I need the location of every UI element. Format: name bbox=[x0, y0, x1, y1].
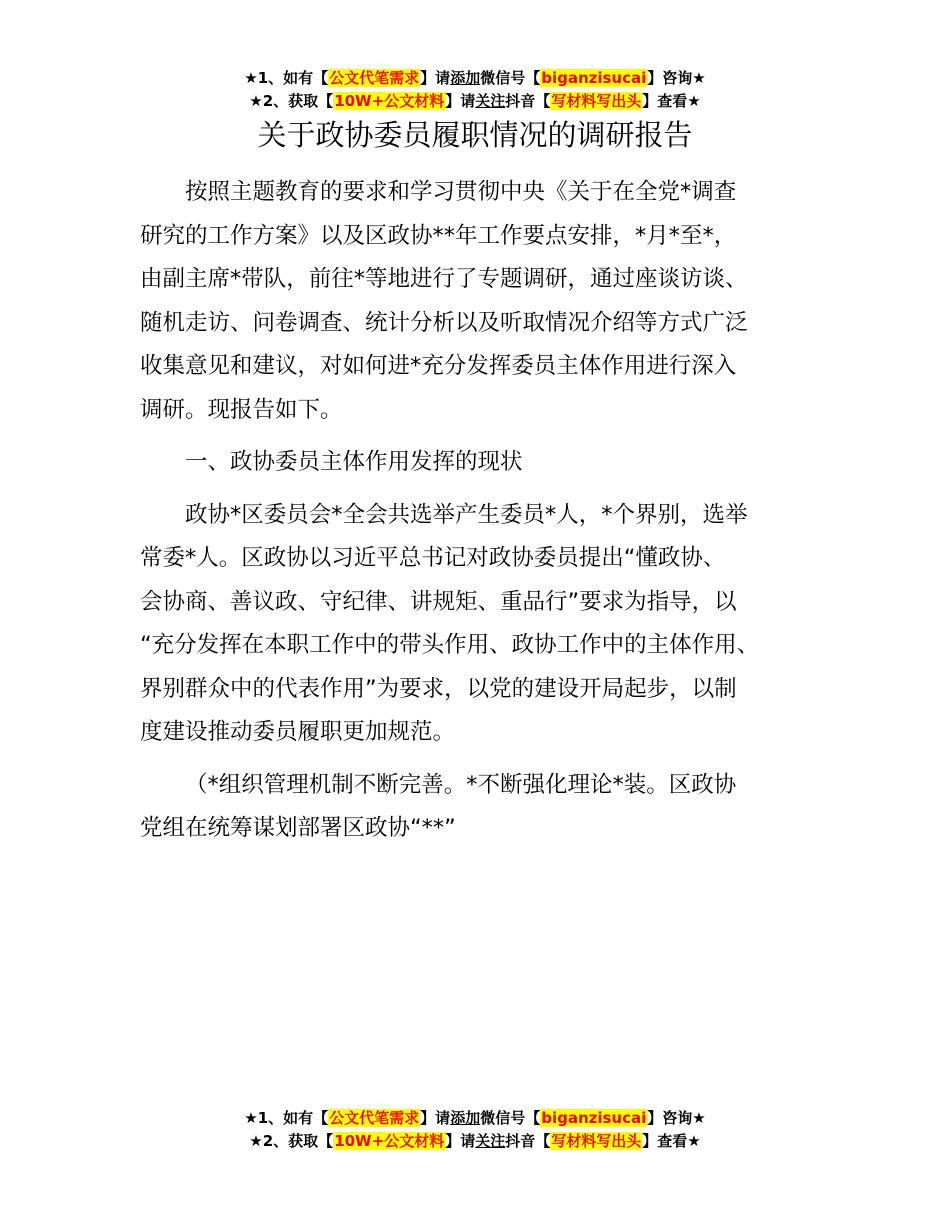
banner-highlight: biganzisucai bbox=[541, 1109, 647, 1127]
banner-line-1 bbox=[0, 1107, 950, 1130]
banner-line-1 bbox=[0, 67, 950, 90]
text-line: “充分发挥在本职工作中的带头作用、政协工作中的主体作用、 bbox=[140, 632, 760, 658]
text-line: （*组织管理机制不断完善。*不断强化理论*装。区政协 bbox=[185, 771, 737, 798]
text-line: 调研。现报告如下。 bbox=[140, 396, 343, 423]
document-title: 关于政协委员履职情况的调研报告 bbox=[257, 118, 693, 152]
banner-text: ★2、获取【 bbox=[249, 1132, 334, 1150]
banner-text: 】咨询★ bbox=[647, 69, 706, 87]
text-line: 常委*人。区政协以习近平总书记对政协委员提出“懂政协、 bbox=[140, 545, 726, 571]
banner-underlined-text: 关注 bbox=[475, 1132, 506, 1150]
heading-text: 一、政协委员主体作用发挥的现状 bbox=[185, 449, 523, 475]
banner-highlight: 公文代笔需求 bbox=[329, 69, 420, 87]
banner-text: ★1、如有【 bbox=[244, 69, 329, 87]
text-line: 党组在统筹谋划部署区政协“**” bbox=[140, 815, 456, 841]
banner-highlight: 公文代笔需求 bbox=[329, 1109, 420, 1127]
banner-highlight: 10W+公文材料 bbox=[334, 1132, 445, 1150]
header-banner bbox=[0, 67, 950, 113]
banner-text: ★2、获取【 bbox=[249, 92, 334, 110]
banner-highlight: biganzisucai bbox=[541, 69, 647, 87]
banner-highlight: 写材料写出头 bbox=[551, 92, 642, 110]
text-line: 随机走访、问卷调查、统计分析以及听取情况介绍等方式广泛 bbox=[140, 309, 748, 336]
paragraph-intro bbox=[140, 171, 830, 432]
banner-line-2 bbox=[0, 90, 950, 113]
banner-text: 】请 bbox=[445, 92, 476, 110]
banner-text: 】请 bbox=[420, 1109, 451, 1127]
banner-line-2 bbox=[0, 1130, 950, 1153]
text-line: 研究的工作方案》以及区政协**年工作要点安排，*月*至*， bbox=[140, 222, 737, 249]
section-heading-1 bbox=[140, 441, 830, 485]
text-line: 收集意见和建议，对如何进*充分发挥委员主体作用进行深入 bbox=[140, 353, 737, 379]
text-line: 政协*区委员会*全会共选举产生委员*人，*个界别，选举 bbox=[185, 501, 748, 528]
text-line: 按照主题教育的要求和学习贯彻中央《关于在全党*调查 bbox=[185, 179, 737, 205]
banner-text: 微信号【 bbox=[480, 1109, 541, 1127]
banner-text: 微信号【 bbox=[480, 69, 541, 87]
banner-text: 】查看★ bbox=[642, 92, 701, 110]
text-line: 度建设推动委员履职更加规范。 bbox=[140, 719, 456, 745]
banner-highlight: 写材料写出头 bbox=[551, 1132, 642, 1150]
document-body bbox=[140, 171, 830, 860]
banner-text: 抖音【 bbox=[505, 92, 551, 110]
banner-text: 】请 bbox=[420, 69, 451, 87]
banner-underlined-text: 添加 bbox=[450, 69, 481, 87]
paragraph-organization bbox=[140, 764, 830, 851]
banner-text: 】查看★ bbox=[642, 1132, 701, 1150]
text-line: 由副主席*带队，前往*等地进行了专题调研，通过座谈访谈、 bbox=[140, 266, 748, 292]
footer-banner bbox=[0, 1107, 950, 1153]
banner-text: 】咨询★ bbox=[647, 1109, 706, 1127]
banner-text: ★1、如有【 bbox=[244, 1109, 329, 1127]
banner-text: 抖音【 bbox=[505, 1132, 551, 1150]
paragraph-status bbox=[140, 494, 830, 755]
banner-highlight: 10W+公文材料 bbox=[334, 92, 445, 110]
text-line: 会协商、善议政、守纪律、讲规矩、重品行”要求为指导，以 bbox=[140, 588, 737, 615]
text-line: 界别群众中的代表作用”为要求，以党的建设开局起步，以制 bbox=[140, 675, 737, 702]
banner-underlined-text: 关注 bbox=[475, 92, 506, 110]
banner-underlined-text: 添加 bbox=[450, 1109, 481, 1127]
banner-text: 】请 bbox=[445, 1132, 476, 1150]
